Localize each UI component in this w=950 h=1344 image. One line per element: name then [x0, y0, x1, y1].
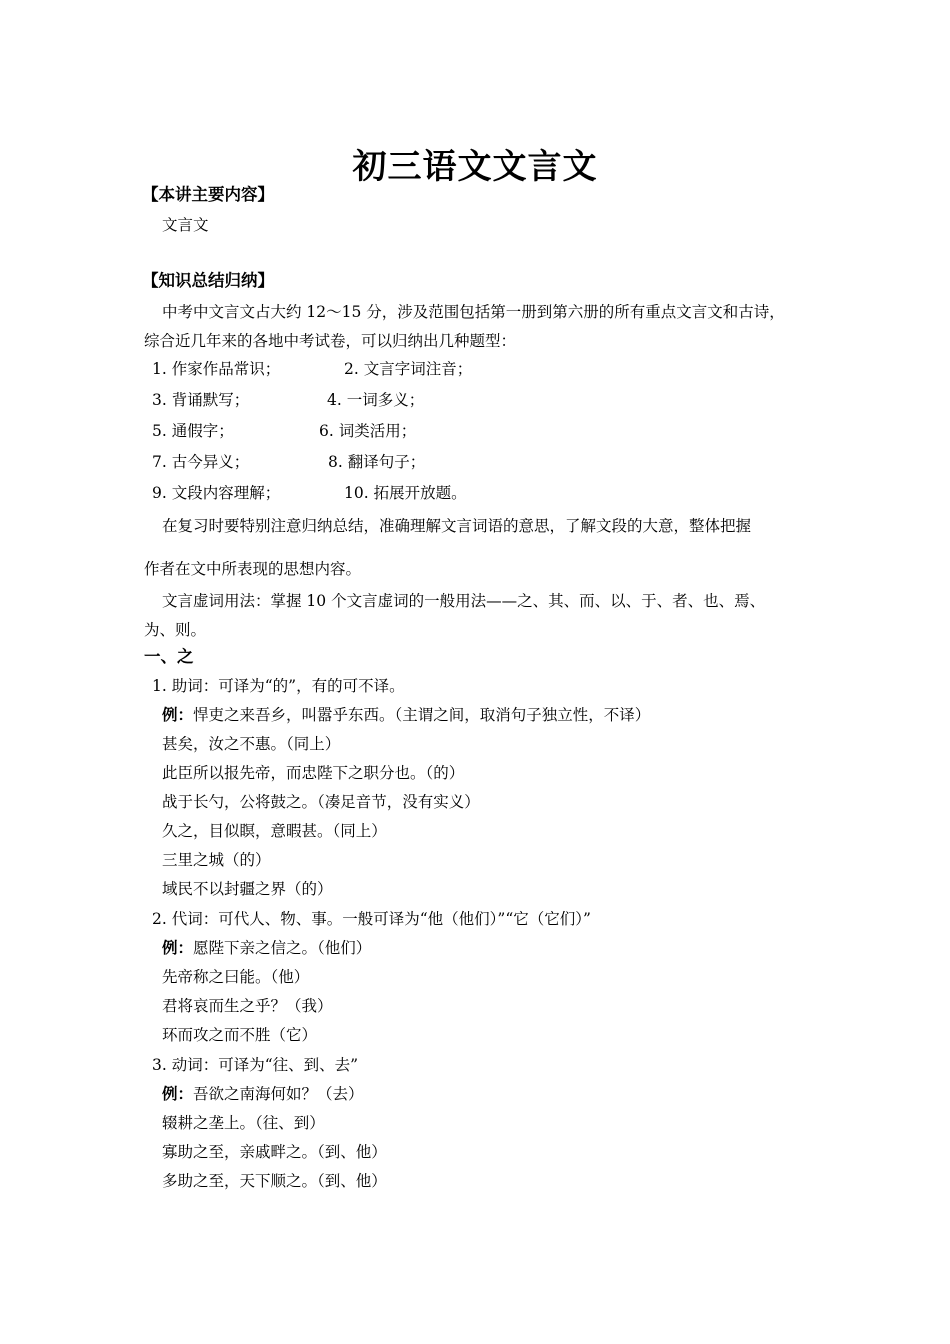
review-paragraph-line-2: 作者在文中所表现的思想内容。: [144, 560, 362, 578]
usage-label-particle: 1. 助词：可译为“的”，有的可不译。: [152, 677, 405, 695]
example-line: [162, 1083, 364, 1105]
example-sentence: 三里之城（的）: [162, 851, 271, 869]
usage-label-pronoun: 2. 代词：可代人、物、事。一般可译为“他（他们）”“它（它们）”: [152, 910, 591, 928]
main-content-text: 文言文: [162, 216, 209, 234]
question-type-item: 1. 作家作品常识；: [152, 360, 281, 378]
question-type-item: 6. 词类活用；: [319, 422, 417, 440]
question-type-item: 3. 背诵默写；: [152, 391, 250, 409]
example-sentence: 甚矣，汝之不惠。（同上）: [162, 735, 341, 753]
example-sentence: 吾欲之南海何如？（去）: [193, 1085, 364, 1103]
example-sentence: 久之，目似瞑，意暇甚。（同上）: [162, 822, 387, 840]
example-sentence: 君将哀而生之乎？（我）: [162, 997, 333, 1015]
example-label: 例：: [162, 938, 194, 957]
question-type-item: 8. 翻译句子；: [328, 453, 426, 471]
section-heading-main-content: 【本讲主要内容】: [142, 185, 274, 204]
example-sentence: 愿陛下亲之信之。（他们）: [193, 939, 372, 957]
question-type-item: 10. 拓展开放题。: [344, 484, 467, 502]
example-sentence: 多助之至，天下顺之。（到、他）: [162, 1172, 387, 1190]
question-type-item: 9. 文段内容理解；: [152, 484, 281, 502]
part-heading-zhi: 一、之: [144, 647, 194, 666]
example-sentence: 寡助之至，亲戚畔之。（到、他）: [162, 1143, 387, 1161]
example-line: [162, 704, 650, 726]
intro-paragraph-line-2: 综合近几年来的各地中考试卷，可以归纳出几种题型：: [144, 332, 517, 350]
question-type-row: [152, 389, 424, 411]
example-sentence: 先帝称之曰能。（他）: [162, 968, 310, 986]
question-type-row: [152, 482, 467, 504]
intro-paragraph-line-1: 中考中文言文占大约 12～15 分，涉及范围包括第一册到第六册的所有重点文言文和古诗，: [162, 303, 785, 321]
question-type-row: [152, 451, 425, 473]
example-sentence: 悍吏之来吾乡，叫嚣乎东西。（主谓之间，取消句子独立性，不译）: [193, 706, 651, 724]
question-type-row: [152, 358, 472, 380]
usage-label-verb: 3. 动词：可译为“往、到、去”: [152, 1056, 359, 1074]
section-heading-knowledge-summary: 【知识总结归纳】: [142, 271, 274, 290]
page-title: 初三语文文言文: [352, 147, 598, 187]
example-sentence: 此臣所以报先帝，而忠陛下之职分也。（的）: [162, 764, 465, 782]
example-label: 例：: [162, 705, 194, 724]
question-type-row: [152, 420, 416, 442]
example-sentence: 辍耕之垄上。（往、到）: [162, 1114, 325, 1132]
question-type-item: 2. 文言字词注音；: [344, 360, 473, 378]
question-type-item: 4. 一词多义；: [327, 391, 425, 409]
example-sentence: 环而攻之而不胜（它）: [162, 1026, 318, 1044]
function-words-line-1: 文言虚词用法：掌握 10 个文言虚词的一般用法——之、其、而、以、于、者、也、焉、: [162, 592, 766, 610]
example-sentence: 战于长勺，公将鼓之。（凑足音节，没有实义）: [162, 793, 480, 811]
example-sentence: 域民不以封疆之界（的）: [162, 880, 333, 898]
example-label: 例：: [162, 1084, 194, 1103]
review-paragraph-line-1: 在复习时要特别注意归纳总结，准确理解文言词语的意思，了解文段的大意，整体把握: [162, 517, 752, 535]
example-line: [162, 937, 371, 959]
question-type-item: 7. 古今异义；: [152, 453, 250, 471]
function-words-line-2: 为、则。: [144, 621, 207, 639]
question-type-item: 5. 通假字；: [152, 422, 234, 440]
